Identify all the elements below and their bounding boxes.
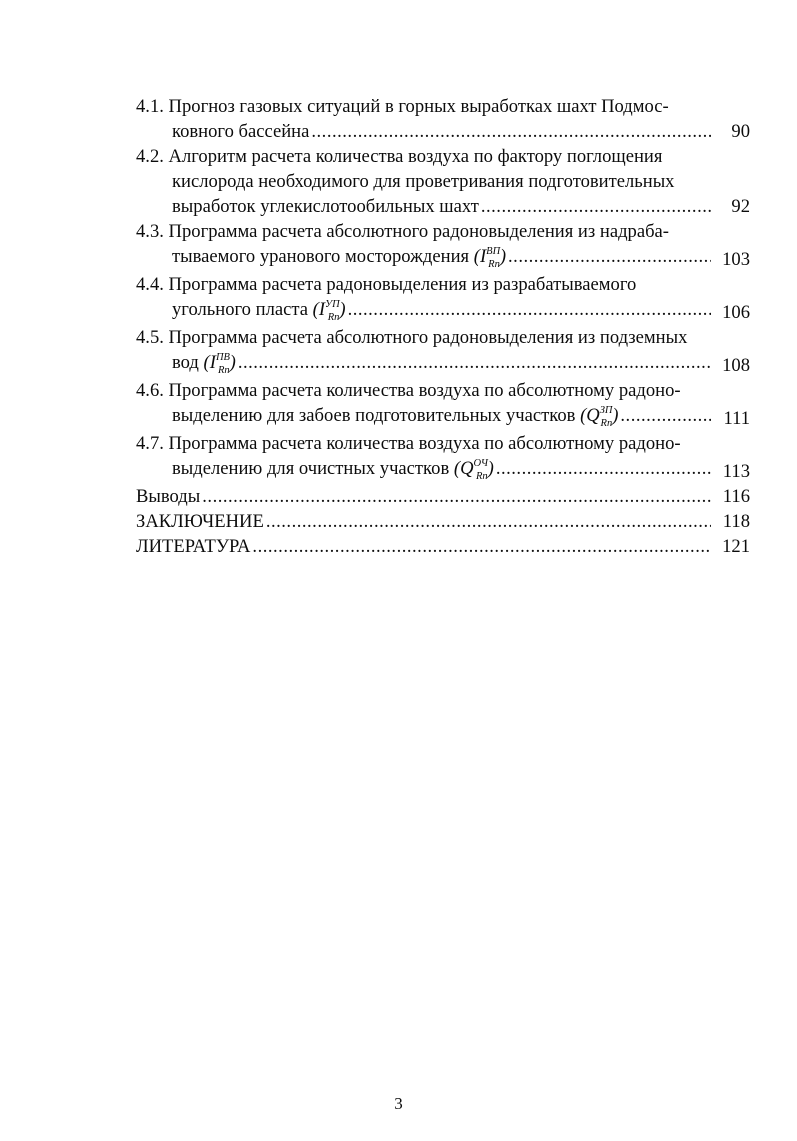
toc-entry-title: угольного пласта bbox=[172, 299, 308, 320]
toc-entry-line bbox=[136, 272, 713, 297]
leader-dots bbox=[252, 534, 711, 559]
toc-entry-conclusions[interactable] bbox=[136, 484, 756, 509]
toc-entry-number: 4.5. bbox=[136, 327, 164, 348]
toc-entry-line bbox=[136, 456, 713, 484]
toc-entry-number: 4.2. bbox=[136, 146, 164, 167]
toc-entry-title: вод bbox=[172, 352, 199, 373]
leader-dots bbox=[508, 244, 711, 269]
math-symbol: $(Q^{ОЧ}_{Rn})$ bbox=[453, 458, 494, 482]
toc-entry-line bbox=[136, 297, 713, 325]
page-number: 90 bbox=[731, 121, 750, 142]
toc-entry-4-5[interactable] bbox=[136, 325, 756, 378]
toc-entry-title: Программа расчета абсолютного радоновыделения из подземных bbox=[168, 327, 688, 348]
toc-entry-4-1[interactable] bbox=[136, 94, 756, 144]
toc-entry-4-7[interactable] bbox=[136, 431, 756, 484]
toc-entry-title: тываемого уранового мосторождения bbox=[172, 246, 470, 267]
toc-entry-line bbox=[136, 509, 713, 534]
toc-entry-line bbox=[136, 119, 713, 144]
page-number: 103 bbox=[722, 249, 750, 270]
toc-entry-line bbox=[136, 403, 713, 431]
toc-entry-line bbox=[136, 94, 713, 119]
page-folio: 3 bbox=[394, 1094, 403, 1113]
page-number: 111 bbox=[723, 408, 750, 429]
toc-entry-number: 4.4. bbox=[136, 274, 164, 295]
toc-entry-number: 4.3. bbox=[136, 221, 164, 242]
toc-entry-title: выделению для забоев подготовительных участков bbox=[172, 405, 576, 426]
toc-entry-line bbox=[136, 350, 713, 378]
toc-entry-line bbox=[136, 244, 713, 272]
math-symbol: $(Q^{ЗП}_{Rn})$ bbox=[580, 405, 619, 429]
leader-dots bbox=[202, 484, 711, 509]
math-symbol: $(I^{УП}_{Rn})$ bbox=[312, 299, 346, 323]
toc-entry-line bbox=[136, 194, 713, 219]
toc-entry-title: Алгоритм расчета количества воздуха по фактору поглощения bbox=[168, 146, 663, 167]
toc-entry-line bbox=[136, 378, 713, 403]
leader-dots bbox=[238, 350, 711, 375]
toc-entry-number: 4.7. bbox=[136, 433, 164, 454]
page-number: 118 bbox=[722, 511, 750, 532]
toc-entry-title: Программа расчета абсолютного радоновыделения из надраба- bbox=[168, 221, 669, 242]
toc-entry-4-2[interactable] bbox=[136, 144, 756, 219]
toc-entry-line bbox=[136, 431, 713, 456]
toc-entry-title: Программа расчета количества воздуха по абсолютному радоно- bbox=[168, 433, 681, 454]
page-number: 121 bbox=[722, 536, 750, 557]
leader-dots bbox=[348, 297, 711, 322]
table-of-contents bbox=[136, 94, 756, 559]
page-number: 116 bbox=[722, 486, 750, 507]
toc-entry-title: Прогноз газовых ситуаций в горных выработках шахт Подмос- bbox=[168, 96, 669, 117]
leader-dots bbox=[311, 119, 711, 144]
toc-entry-number: 4.1. bbox=[136, 96, 164, 117]
math-symbol: $(I^{ВП}_{Rn})$ bbox=[473, 246, 507, 270]
page-number: 106 bbox=[722, 302, 750, 323]
leader-dots bbox=[266, 509, 711, 534]
toc-entry-title: Программа расчета радоновыделения из разрабатываемого bbox=[168, 274, 637, 295]
toc-entry-literature[interactable] bbox=[136, 534, 756, 559]
toc-entry-summary[interactable] bbox=[136, 509, 756, 534]
page-number: 92 bbox=[731, 196, 750, 217]
page-number: 113 bbox=[722, 461, 750, 482]
toc-entry-line bbox=[136, 144, 713, 169]
leader-dots bbox=[481, 194, 711, 219]
leader-dots bbox=[496, 456, 711, 481]
math-symbol: $(I^{ПВ}_{Rn})$ bbox=[203, 352, 236, 376]
leader-dots bbox=[620, 403, 711, 428]
toc-entry-line bbox=[136, 484, 713, 509]
toc-entry-title: Программа расчета количества воздуха по абсолютному радоно- bbox=[168, 380, 681, 401]
toc-entry-title: кислорода необходимого для проветривания подготовительных bbox=[172, 171, 675, 192]
toc-entry-line bbox=[136, 219, 713, 244]
toc-entry-line bbox=[136, 325, 713, 350]
toc-entry-title: выделению для очистных участков bbox=[172, 458, 450, 479]
toc-entry-title: Выводы bbox=[136, 486, 201, 507]
toc-entry-line bbox=[136, 169, 713, 194]
toc-entry-line bbox=[136, 534, 713, 559]
toc-entry-title: ЛИТЕРАТУРА bbox=[136, 536, 251, 557]
toc-entry-4-3[interactable] bbox=[136, 219, 756, 272]
toc-entry-title: ковного бассейна bbox=[172, 121, 310, 142]
toc-entry-title: выработок углекислотообильных шахт bbox=[172, 196, 479, 217]
toc-entry-number: 4.6. bbox=[136, 380, 164, 401]
toc-entry-title: ЗАКЛЮЧЕНИЕ bbox=[136, 511, 264, 532]
toc-entry-4-6[interactable] bbox=[136, 378, 756, 431]
page-number: 108 bbox=[722, 355, 750, 376]
toc-entry-4-4[interactable] bbox=[136, 272, 756, 325]
